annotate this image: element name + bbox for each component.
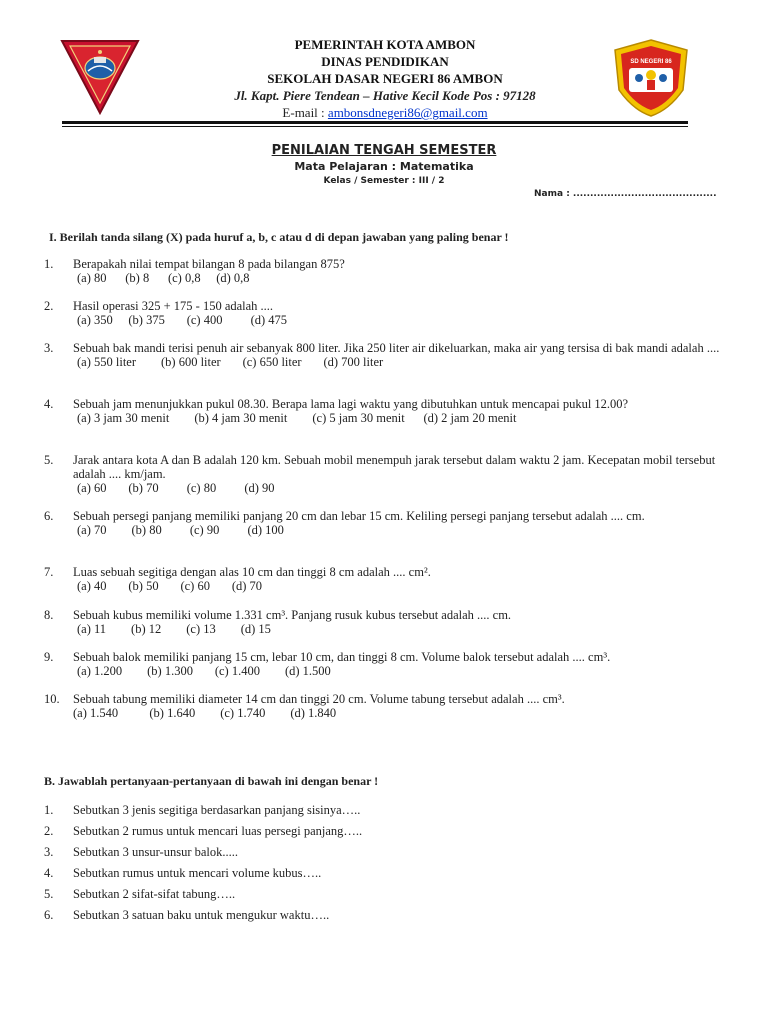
question-options[interactable]: (a) 350 (b) 375 (c) 400 (d) 475 <box>77 313 288 327</box>
question-text: Sebutkan 2 sifat-sifat tabung….. <box>73 887 236 901</box>
question-number: 8. <box>44 608 54 622</box>
exam-title: PENILAIAN TENGAH SEMESTER <box>271 143 497 158</box>
question-text: Jarak antara kota A dan B adalah 120 km. Sebuah mobil menempuh jarak tersebut dalam waktu 2 jam. Kecepatan mobil tersebut adalah .... km/jam. <box>73 453 716 481</box>
essay-question-3 <box>44 845 734 859</box>
email-link[interactable]: ambonsdnegeri86@gmail.com <box>327 105 488 120</box>
essay-question-2 <box>44 824 734 838</box>
question-number: 5. <box>44 453 54 467</box>
question-text: Luas sebuah segitiga dengan alas 10 cm dan tinggi 8 cm adalah .... cm². <box>73 565 431 579</box>
school-emblem-text: SD NEGERI 86 <box>630 59 672 65</box>
question-number: 7. <box>44 565 54 579</box>
section-b-heading: B. Jawablah pertanyaan-pertanyaan di bawah ini dengan benar ! <box>44 774 379 788</box>
question-options[interactable]: (a) 80 (b) 8 (c) 0,8 (d) 0,8 <box>77 271 250 285</box>
essay-question-1 <box>44 803 734 817</box>
mc-question-2 <box>44 299 734 327</box>
exam-class: Kelas / Semester : III / 2 <box>323 176 445 186</box>
question-number: 2. <box>44 299 54 313</box>
question-number: 9. <box>44 650 54 664</box>
mc-question-3 <box>44 341 734 369</box>
question-number: 4. <box>44 397 54 411</box>
essay-question-5 <box>44 887 734 901</box>
mc-question-5 <box>44 453 734 495</box>
question-text: Sebutkan 3 satuan baku untuk mengukur waktu….. <box>73 908 330 922</box>
question-number: 6. <box>44 509 54 523</box>
email-label: E-mail : <box>282 105 328 120</box>
question-text: Sebutkan 3 unsur-unsur balok..... <box>73 845 239 859</box>
question-options[interactable]: (a) 70 (b) 80 (c) 90 (d) 100 <box>77 523 284 537</box>
exam-subject: Mata Pelajaran : Matematika <box>294 160 474 173</box>
header-rule-thin <box>62 126 688 127</box>
question-options[interactable]: (a) 11 (b) 12 (c) 13 (d) 15 <box>77 622 271 636</box>
question-text: Sebuah bak mandi terisi penuh air sebanyak 800 liter. Jika 250 liter air dikeluarkan, maka air yang tersisa di bak mandi adalah .... <box>73 341 720 355</box>
student-name-field[interactable]: Nama : .......................................... <box>534 189 717 199</box>
question-text: Sebutkan 2 rumus untuk mencari luas persegi panjang….. <box>73 824 363 838</box>
question-number: 4. <box>44 866 54 880</box>
header-rule-thick <box>62 121 688 124</box>
question-number: 10. <box>44 692 60 706</box>
question-number: 5. <box>44 887 54 901</box>
question-options[interactable]: (a) 1.200 (b) 1.300 (c) 1.400 (d) 1.500 <box>77 664 331 678</box>
question-number: 3. <box>44 341 54 355</box>
question-number: 1. <box>44 257 54 271</box>
letterhead-line-3: SEKOLAH DASAR NEGERI 86 AMBON <box>267 71 503 86</box>
question-number: 6. <box>44 908 54 922</box>
ambon-city-emblem-icon <box>60 35 140 115</box>
question-text: Sebuah persegi panjang memiliki panjang 20 cm dan lebar 15 cm. Keliling persegi panjang tersebut adalah .... cm. <box>73 509 645 523</box>
question-number: 1. <box>44 803 54 817</box>
school-emblem-icon <box>611 38 691 118</box>
letterhead-line-2: DINAS PENDIDIKAN <box>321 54 449 69</box>
question-text: Sebuah balok memiliki panjang 15 cm, lebar 10 cm, dan tinggi 8 cm. Volume balok tersebut adalah .... cm³. <box>73 650 611 664</box>
letterhead <box>150 36 620 121</box>
question-text: Berapakah nilai tempat bilangan 8 pada bilangan 875? <box>73 257 345 271</box>
question-text: Hasil operasi 325 + 175 - 150 adalah .... <box>73 299 274 313</box>
question-text: Sebuah kubus memiliki volume 1.331 cm³. Panjang rusuk kubus tersebut adalah .... cm. <box>73 608 512 622</box>
mc-question-6 <box>44 509 734 537</box>
mc-question-9 <box>44 650 734 678</box>
question-options[interactable]: (a) 40 (b) 50 (c) 60 (d) 70 <box>77 579 263 593</box>
section-a-heading: I. Berilah tanda silang (X) pada huruf a, b, c atau d di depan jawaban yang paling benar ! <box>49 230 509 244</box>
mc-question-10 <box>44 692 734 720</box>
school-email-line <box>150 104 620 121</box>
mc-question-8 <box>44 608 734 636</box>
question-options[interactable]: (a) 60 (b) 70 (c) 80 (d) 90 <box>77 481 275 495</box>
question-text: Sebutkan rumus untuk mencari volume kubus….. <box>73 866 322 880</box>
mc-question-7 <box>44 565 734 593</box>
mc-question-4 <box>44 397 734 425</box>
school-address: Jl. Kapt. Piere Tendean – Hative Kecil Kode Pos : 97128 <box>234 88 536 103</box>
question-number: 2. <box>44 824 54 838</box>
question-options[interactable]: (a) 1.540 (b) 1.640 (c) 1.740 (d) 1.840 <box>73 706 337 720</box>
question-text: Sebuah tabung memiliki diameter 14 cm dan tinggi 20 cm. Volume tabung tersebut adalah .... cm³. <box>73 692 565 706</box>
question-text: Sebuah jam menunjukkan pukul 08.30. Berapa lama lagi waktu yang dibutuhkan untuk mencapai pukul 12.00? <box>73 397 629 411</box>
essay-question-6 <box>44 908 734 922</box>
letterhead-line-1: PEMERINTAH KOTA AMBON <box>294 37 476 52</box>
question-number: 3. <box>44 845 54 859</box>
essay-question-4 <box>44 866 734 880</box>
question-options[interactable]: (a) 550 liter (b) 600 liter (c) 650 liter (d) 700 liter <box>77 355 384 369</box>
question-text: Sebutkan 3 jenis segitiga berdasarkan panjang sisinya….. <box>73 803 361 817</box>
question-options[interactable]: (a) 3 jam 30 menit (b) 4 jam 30 menit (c) 5 jam 30 menit (d) 2 jam 20 menit <box>77 411 517 425</box>
mc-question-1 <box>44 257 734 285</box>
